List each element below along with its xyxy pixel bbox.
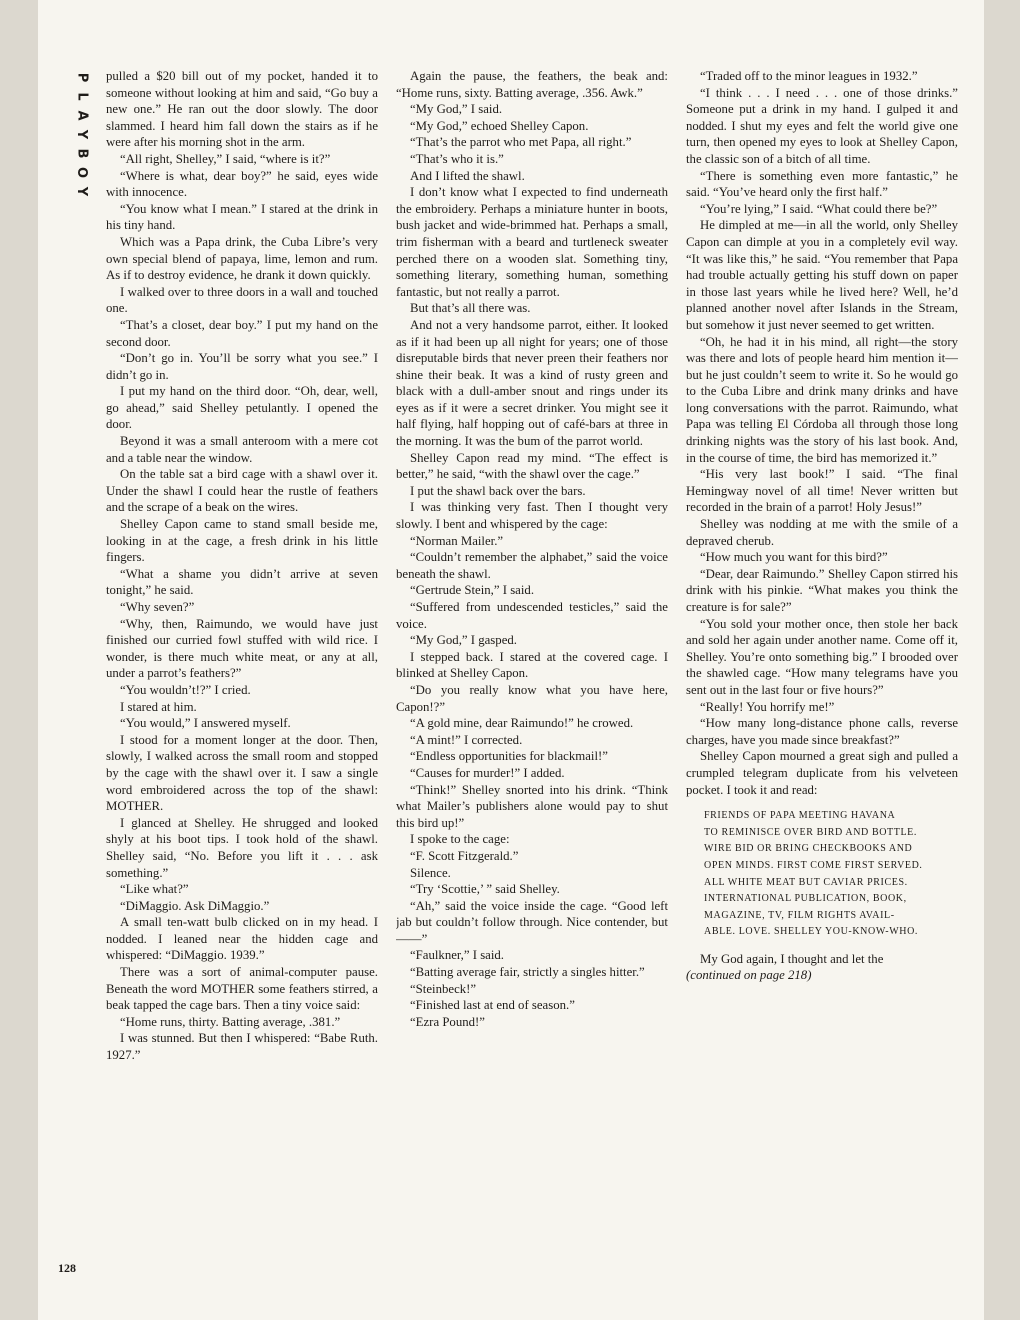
paragraph: Shelley Capon mourned a great sigh and pulled a crumpled telegram duplicate from his velveteen pocket. I took it and read: xyxy=(686,749,958,797)
masthead-letter: Y xyxy=(74,186,90,197)
paragraph: “Traded off to the minor leagues in 1932.” xyxy=(700,69,918,83)
column-3-paragraphs xyxy=(686,68,958,798)
paragraph: “Batting average fair, strictly a singles hitter.” xyxy=(410,965,645,980)
paragraph: “Endless opportunities for blackmail!” xyxy=(410,749,608,764)
masthead-letter: B xyxy=(74,148,90,159)
paragraph: “Couldn’t remember the alphabet,” said the voice beneath the shawl. xyxy=(396,550,668,581)
paragraph: “A mint!” I corrected. xyxy=(410,732,523,747)
telegram-line: MAGAZINE, TV, FILM RIGHTS AVAIL- xyxy=(704,909,895,921)
telegram-line: OPEN MINDS. FIRST COME FIRST SERVED. xyxy=(704,859,923,871)
paragraph: And I lifted the shawl. xyxy=(410,168,525,183)
paragraph: “Do you really know what you have here, Capon!?” xyxy=(396,682,668,714)
paragraph: Shelley Capon came to stand small beside me, looking in at the cage, a fresh drink in his little fingers. xyxy=(106,517,378,565)
page-number: 128 xyxy=(58,1261,76,1275)
paragraph: “Why seven?” xyxy=(120,600,195,614)
paragraph: “A gold mine, dear Raimundo!” he crowed. xyxy=(410,716,634,731)
paragraph: “Like what?” xyxy=(120,882,189,897)
paragraph: Again the pause, the feathers, the beak and: “Home runs, sixty. Batting average, .356. Awk.” xyxy=(396,69,668,100)
masthead-letter: O xyxy=(74,166,90,179)
continued-line: (continued on page 218) xyxy=(686,968,812,983)
paragraph: “There is something even more fantastic,” he said. “You’ve heard only the first half.” xyxy=(686,168,958,200)
paragraph: “You sold your mother once, then stole her back and sold her again under another name. Come off it, Shelley. You’re onto something big.” I brooded over the shawled cage. “How many telegrams have you sent out in the last four or five hours?” xyxy=(686,616,958,697)
telegram-line: ABLE. LOVE. SHELLEY YOU-KNOW-WHO. xyxy=(704,926,919,938)
paragraph: I spoke to the cage: xyxy=(410,832,510,847)
paragraph: Which was a Papa drink, the Cuba Libre’s very own special blend of papaya, lime, lemon and rum. As if to destroy evidence, he drank it down quickly. xyxy=(106,234,378,283)
paragraph: I stood for a moment longer at the door. Then, slowly, I walked across the small room and stopped by the cage with the shawl over it. I saw a single word embroidered across the top of the shawl: MOTHER. xyxy=(106,732,378,814)
paragraph: “What a shame you didn’t arrive at seven tonight,” he said. xyxy=(106,566,378,598)
paragraph: “I think . . . I need . . . one of those drinks.” Someone put a drink in my hand. I gulped it and nodded. I shut my eyes and felt the world give one turn, then opened my eyes to look at Shelley Capon, the classic son of a bitch of all time. xyxy=(686,85,958,166)
paragraph: “That’s the parrot who met Papa, all right.” xyxy=(410,135,632,150)
paragraph: I stepped back. I stared at the covered cage. I blinked at Shelley Capon. xyxy=(396,649,668,681)
telegram-line: WIRE BID OR BRING CHECKBOOKS AND xyxy=(704,843,913,855)
page-gutter-left xyxy=(0,0,38,1320)
paragraph: I put the shawl back over the bars. xyxy=(410,483,586,498)
paragraph: “Ezra Pound!” xyxy=(410,1014,485,1029)
page-gutter-right xyxy=(984,0,1020,1320)
paragraph: Shelley Capon read my mind. “The effect is better,” he said, “with the shawl over the cage.” xyxy=(396,450,668,482)
paragraph: “You wouldn’t!?” I cried. xyxy=(120,682,251,697)
paragraph: “How many long-distance phone calls, reverse charges, have you made since breakfast?” xyxy=(686,716,958,747)
paragraph: “Gertrude Stein,” I said. xyxy=(410,583,535,598)
masthead-letter: Y xyxy=(74,129,90,140)
paragraph: “Really! You horrify me!” xyxy=(700,699,835,714)
paragraph: I was thinking very fast. Then I thought very slowly. I bent and whispered by the cage: xyxy=(396,500,668,532)
paragraph: “Finished last at end of season.” xyxy=(410,998,575,1013)
closing-paragraph: My God again, I thought and let the xyxy=(700,951,884,966)
paragraph: I walked over to three doors in a wall and touched one. xyxy=(106,284,378,316)
paragraph: But that’s all there was. xyxy=(410,301,531,316)
paragraph: “My God,” I gasped. xyxy=(410,633,517,648)
paragraph: “Ah,” said the voice inside the cage. “Good left jab but couldn’t follow through. Nice contender, but——” xyxy=(396,898,668,946)
telegram-line: ALL WHITE MEAT BUT CAVIAR PRICES. xyxy=(704,876,908,888)
paragraph: “You’re lying,” I said. “What could there be?” xyxy=(700,201,938,216)
paragraph: He dimpled at me—in all the world, only Shelley Capon can dimple at you in a completely evil way. “It was like this,” he said. “You remember that Papa had trouble actually getting his stuff down on paper in those last years while he lived here? Well, he’d planned another novel after Islands in the Stream, but somehow it just never seemed to get written. xyxy=(686,218,958,332)
paragraph: “DiMaggio. Ask DiMaggio.” xyxy=(120,898,270,913)
paragraph: “Steinbeck!” xyxy=(410,981,477,996)
masthead-letter: L xyxy=(74,92,90,101)
paragraph: Silence. xyxy=(410,865,451,880)
paragraph: I put my hand on the third door. “Oh, dear, well, go ahead,” said Shelley petulantly. I opened the door. xyxy=(106,384,378,432)
masthead-letter: A xyxy=(74,110,90,121)
paragraph: Beyond it was a small anteroom with a mere cot and a table near the window. xyxy=(106,434,378,465)
telegram-line: INTERNATIONAL PUBLICATION, BOOK, xyxy=(704,893,907,905)
paragraph: “F. Scott Fitzgerald.” xyxy=(410,848,519,863)
paragraph: “My God,” echoed Shelley Capon. xyxy=(410,118,589,133)
telegram-line: FRIENDS OF PAPA MEETING HAVANA xyxy=(704,810,896,822)
paragraph: “That’s a closet, dear boy.” I put my hand on the second door. xyxy=(106,317,378,349)
paragraph: “Suffered from undescended testicles,” said the voice. xyxy=(396,600,668,631)
paragraph: “Why, then, Raimundo, we would have just finished our curried fowl stuffed with wild rice. I wonder, is there much white meat, or any at all, under a parrot’s feathers?” xyxy=(106,616,378,681)
paragraph: “How much you want for this bird?” xyxy=(700,550,888,565)
paragraph: I glanced at Shelley. He shrugged and looked shyly at his boot tips. I took hold of the shawl. Shelley said, “No. Before you lift it . . . ask something.” xyxy=(106,815,378,880)
masthead-letter: P xyxy=(74,72,90,83)
paragraph: “Faulkner,” I said. xyxy=(410,948,505,963)
paragraph: “His very last book!” I said. “The final Hemingway novel of all time! Never written but recorded in the brain of a parrot! Holy Jesus!” xyxy=(686,467,958,515)
paragraph: “Try ‘Scottie,’ ” said Shelley. xyxy=(410,882,560,897)
paragraph: “Causes for murder!” I added. xyxy=(410,765,565,780)
paragraph: “You would,” I answered myself. xyxy=(120,716,291,731)
paragraph: I don’t know what I expected to find underneath the embroidery. Perhaps a miniature hunter in boots, bush jacket and wide-brimmed hat. Perhaps a small, trim fisherman with a beard and turtleneck sweater perched there on a wooden slat. Something tiny, something literary, something human, something fantastic, but not really a parrot. xyxy=(396,185,668,299)
text-column-1 xyxy=(106,68,378,1290)
paragraph: “You know what I mean.” I stared at the drink in his tiny hand. xyxy=(106,201,378,233)
paragraph: “Dear, dear Raimundo.” Shelley Capon stirred his drink with his pinkie. “What makes you think the creature is for sale?” xyxy=(686,566,958,614)
paragraph: There was a sort of animal-computer pause. Beneath the word MOTHER some feathers stirred, a beak tapped the cage bars. Then a tiny voice said: xyxy=(106,965,378,1013)
telegram-text xyxy=(704,808,958,941)
paragraph: “Oh, he had it in his mind, all right—the story was there and lots of people heard him mention it—but he just couldn’t seem to write it. So he would go to the Cuba Libre and drink many drinks and have long conversations with the parrot. Raimundo, what Papa was telling El Córdoba all through those long drinking nights was the story of his last book. And, in the course of time, the bird has memorized it.” xyxy=(686,334,958,465)
paragraph: “Norman Mailer.” xyxy=(410,533,504,548)
magazine-masthead xyxy=(68,68,90,218)
paragraph: “That’s who it is.” xyxy=(410,151,504,166)
paragraph: “Where is what, dear boy?” he said, eyes wide with innocence. xyxy=(106,168,378,200)
paragraph: Shelley was nodding at me with the smile of a depraved cherub. xyxy=(686,517,958,548)
paragraph: “Home runs, thirty. Batting average, .381.” xyxy=(120,1014,341,1029)
paragraph: “Think!” Shelley snorted into his drink. “Think what Mailer’s publishers alone would pay to shut this bird up!” xyxy=(396,782,668,830)
paragraph: “All right, Shelley,” I said, “where is it?” xyxy=(120,151,331,166)
text-column-3 xyxy=(686,68,958,1290)
paragraph: I stared at him. xyxy=(120,699,197,714)
paragraph: I was stunned. But then I whispered: “Babe Ruth. 1927.” xyxy=(106,1031,378,1063)
paragraph: And not a very handsome parrot, either. It looked as if it had been up all night for years; one of those disreputable birds that never preen their feathers nor shine their beak. It was a kind of rusty green and black with a dull-amber snout and rings under its eyes as if it were a secret drinker. You might see it half flying, half hopping out of café-bars at three in the morning. It was the bum of the parrot world. xyxy=(396,317,668,449)
paragraph: A small ten-watt bulb clicked on in my head. I nodded. I leaned near the hidden cage and whispered: “DiMaggio. 1939.” xyxy=(106,915,378,963)
paragraph: pulled a $20 bill out of my pocket, handed it to someone without looking at him and said, “Go buy a new one.” He ran out the door slowly. The door slammed. I heard him fall down the stairs as if he were after his morning shot in the arm. xyxy=(106,69,378,150)
paragraph: “Don’t go in. You’ll be sorry what you see.” I didn’t go in. xyxy=(106,351,378,382)
text-column-2 xyxy=(396,68,668,1290)
paragraph: “My God,” I said. xyxy=(410,102,503,117)
telegram-line: TO REMINISCE OVER BIRD AND BOTTLE. xyxy=(704,826,917,838)
paragraph: On the table sat a bird cage with a shawl over it. Under the shawl I could hear the rustle of feathers and the scrape of a beak on the wires. xyxy=(106,467,378,515)
